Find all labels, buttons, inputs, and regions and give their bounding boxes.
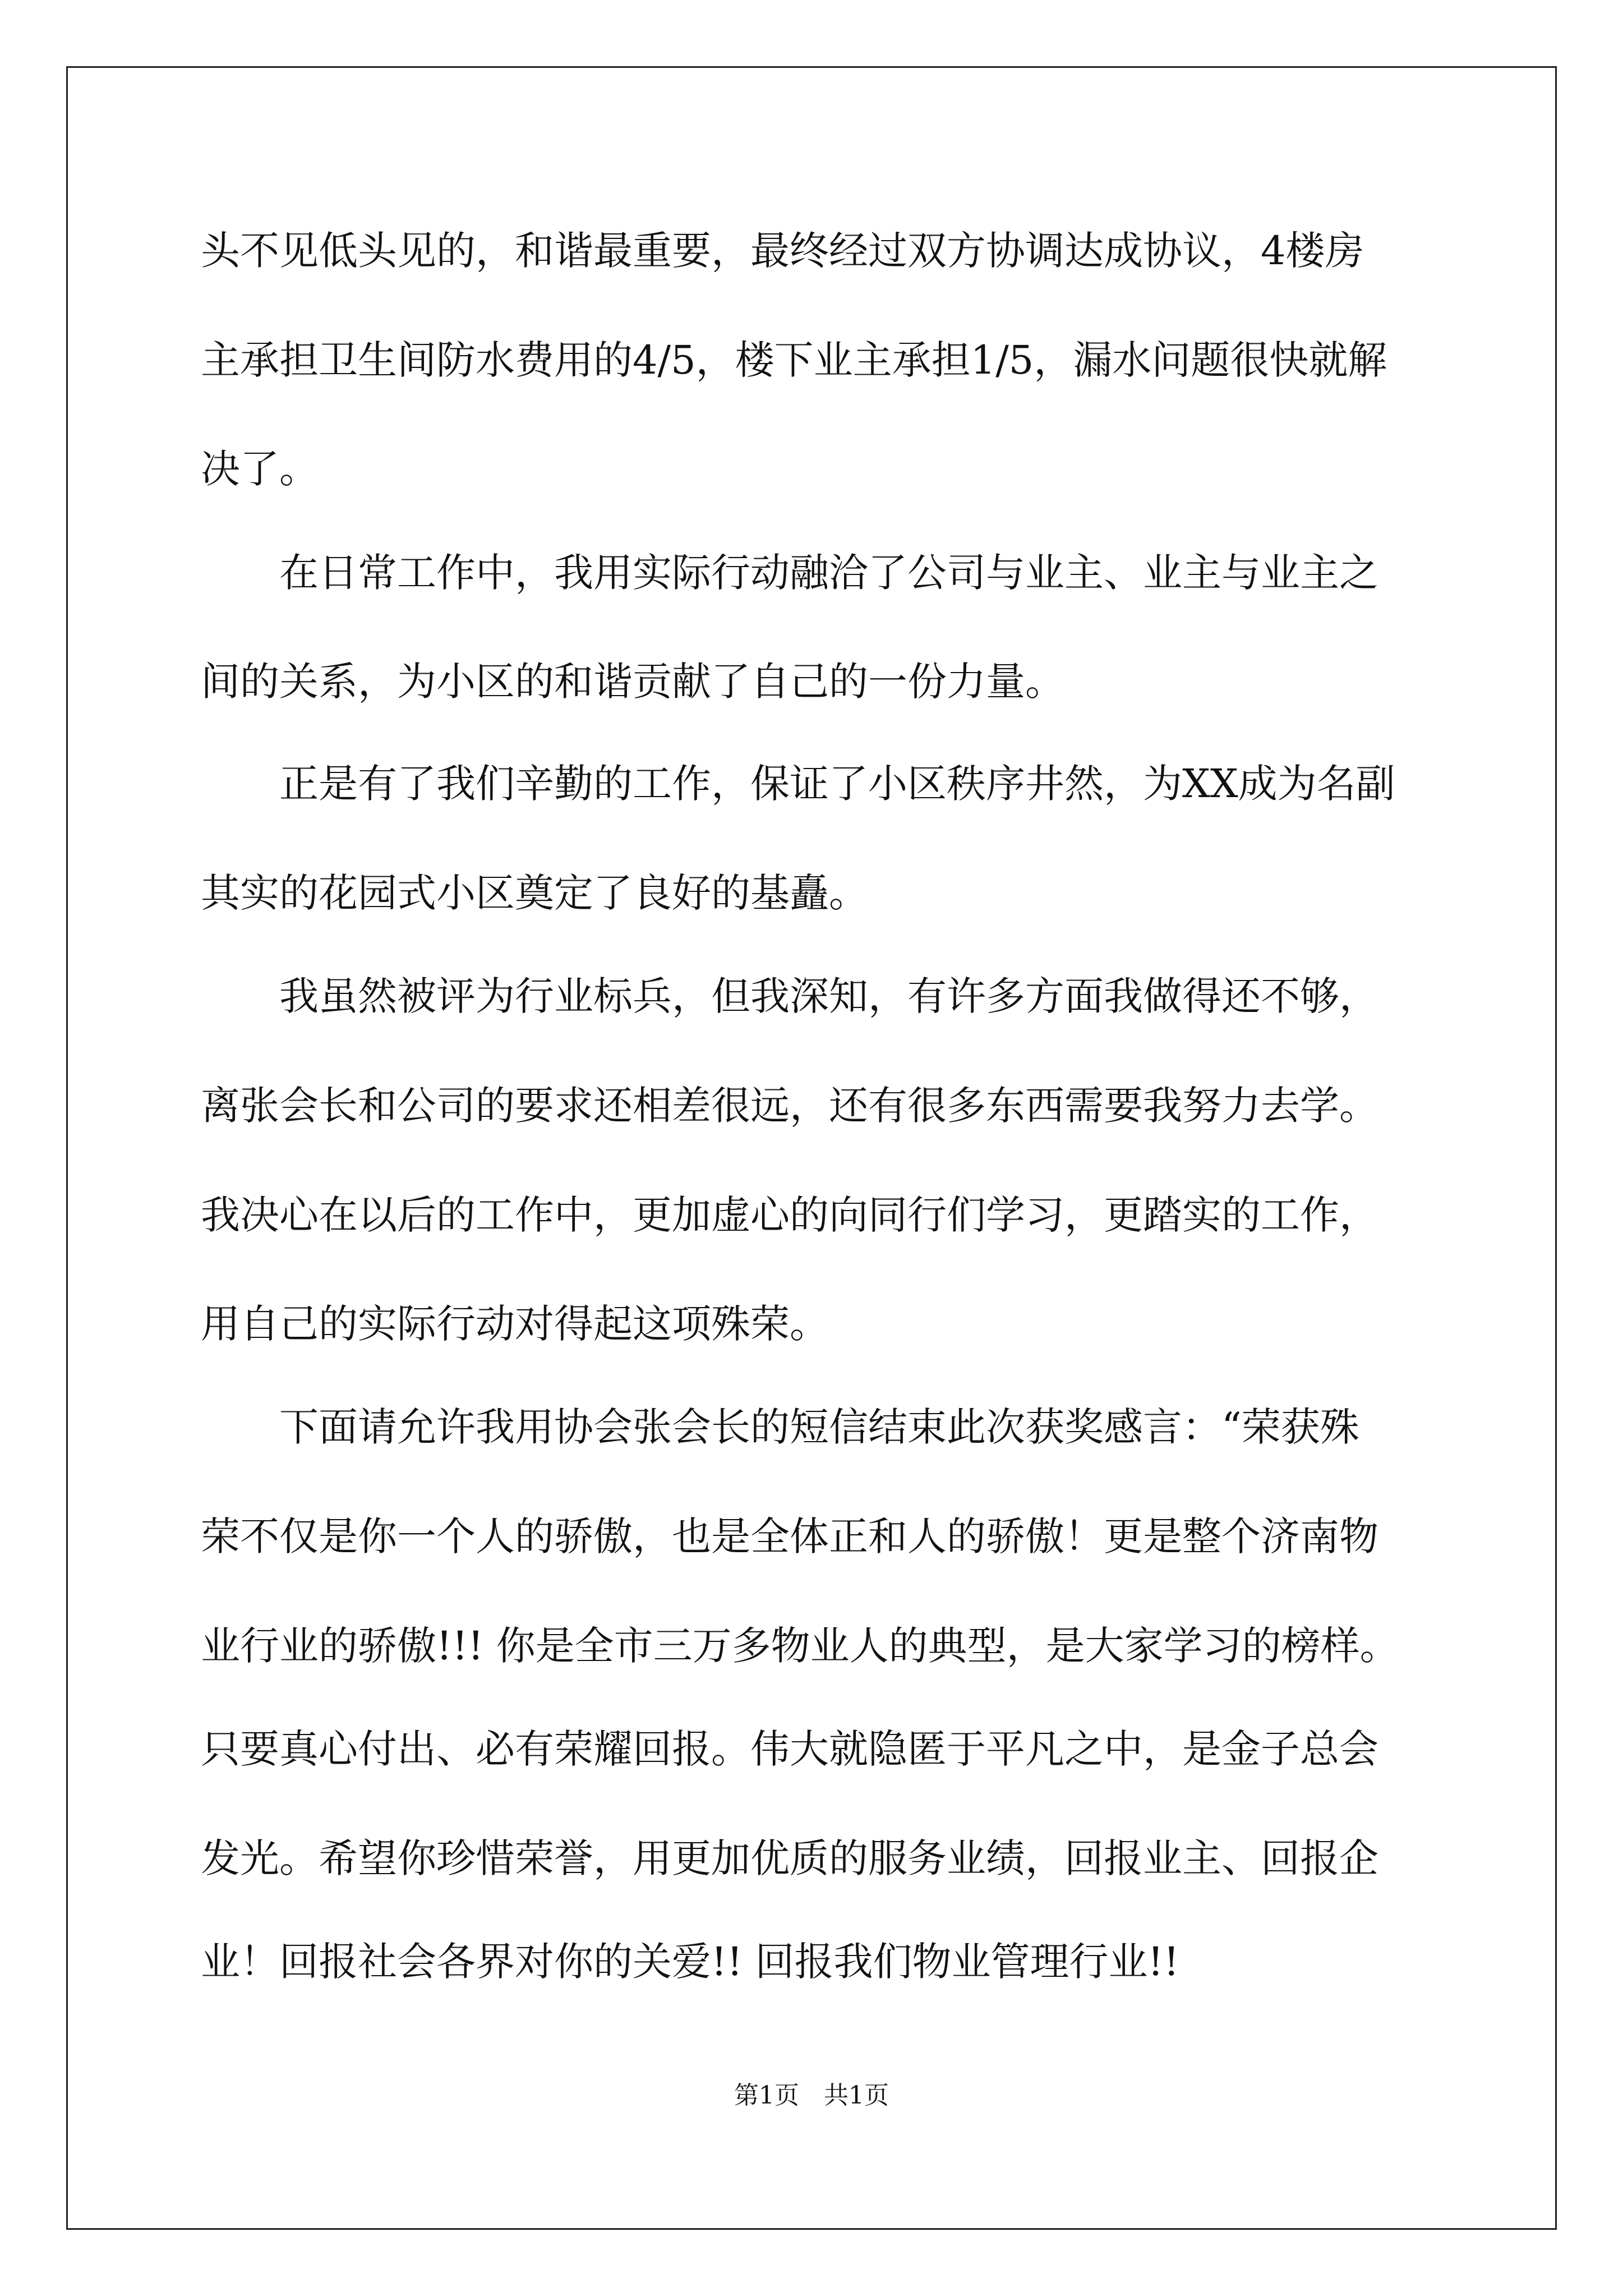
text-line: 下面请允许我用协会张会长的短信结束此次获奖感言：“荣获殊: [201, 1404, 1359, 1450]
text-line: 我虽然被评为行业标兵，但我深知，有许多方面我做得还不够，: [201, 973, 1378, 1019]
text-line: 决了。: [201, 446, 319, 492]
text-line: 主承担卫生间防水费用的4/5，楼下业主承担1/5，漏水问题很快就解: [201, 337, 1387, 383]
text-line: 正是有了我们辛勤的工作，保证了小区秩序井然，为XX成为名副: [201, 761, 1395, 807]
text-line: 业！回报社会各界对你的关爱!! 回报我们物业管理行业!!: [201, 1939, 1179, 1985]
text-line: 离张会长和公司的要求还相差很远，还有很多东西需要我努力去学。: [201, 1083, 1378, 1129]
text-line: 在日常工作中，我用实际行动融洽了公司与业主、业主与业主之: [201, 550, 1378, 596]
text-line: 间的关系，为小区的和谐贡献了自己的一份力量。: [201, 659, 1064, 705]
page-footer: 第1页 共1页: [734, 2081, 889, 2110]
text-line: 发光。希望你珍惜荣誉，用更加优质的服务业绩，回报业主、回报企: [201, 1835, 1378, 1881]
text-line: 业行业的骄傲!!! 你是全市三万多物业人的典型，是大家学习的榜样。: [201, 1623, 1399, 1669]
text-line: 用自己的实际行动对得起这项殊荣。: [201, 1301, 829, 1347]
page-border: [66, 66, 1557, 2230]
text-line: 我决心在以后的工作中，更加虚心的向同行们学习，更踏实的工作，: [201, 1192, 1378, 1238]
text-line: 头不见低头见的，和谐最重要，最终经过双方协调达成协议，4楼房: [201, 228, 1364, 274]
text-line: 只要真心付出、必有荣耀回报。伟大就隐匿于平凡之中，是金子总会: [201, 1726, 1378, 1772]
text-line: 荣不仅是你一个人的骄傲，也是全体正和人的骄傲！更是整个济南物: [201, 1513, 1378, 1559]
text-line: 其实的花园式小区奠定了良好的基矗。: [201, 870, 868, 916]
